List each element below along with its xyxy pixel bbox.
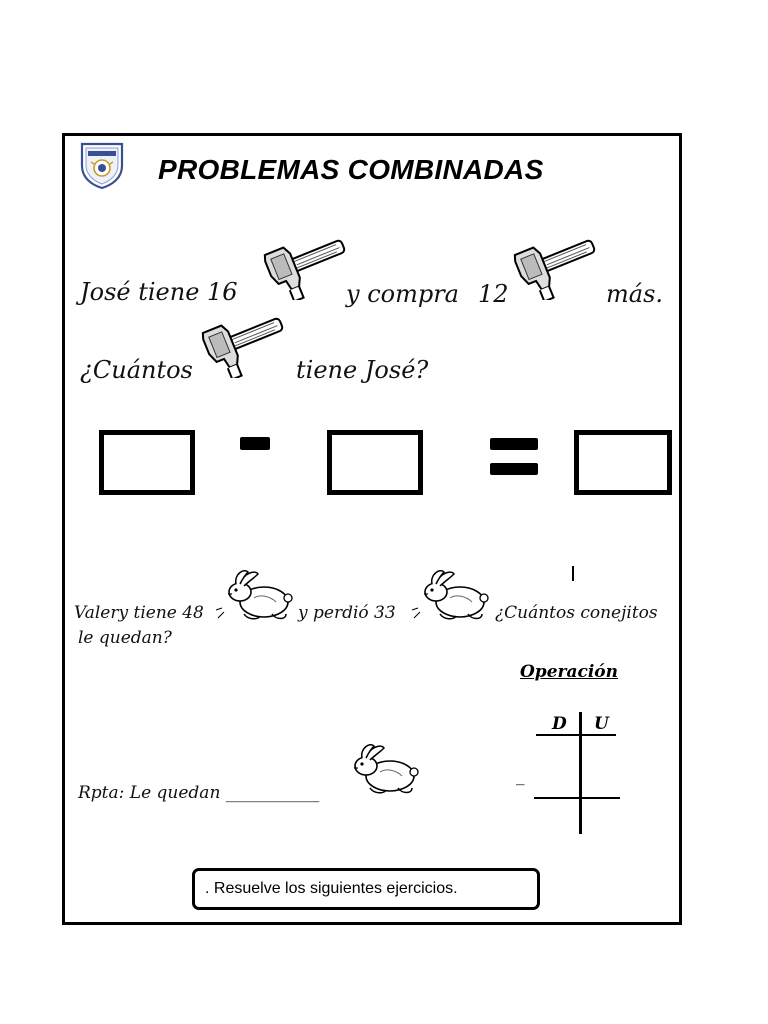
stray-mark (572, 566, 574, 581)
problem2-text-start: Valery tiene 48 (74, 603, 204, 623)
answer-box-2[interactable] (327, 430, 423, 495)
operation-minus: _ (516, 766, 525, 786)
hammer-icon (262, 234, 352, 300)
problem2-question-end: le quedan? (78, 628, 172, 648)
column-divider (579, 712, 582, 834)
school-crest-logo (78, 140, 126, 190)
problem1-text-start: José tiene 16 (80, 278, 238, 306)
problem1-question-start: ¿Cuántos (80, 356, 193, 384)
answer-label: Rpta: Le quedan ___________ (78, 783, 320, 803)
column-header-line (536, 734, 616, 736)
problem1-question-end: tiene José? (296, 356, 429, 384)
hammer-icon (512, 234, 602, 300)
column-units-label: U (594, 714, 609, 734)
hammer-icon (200, 312, 290, 378)
minus-sign (240, 437, 270, 450)
problem1-text-buys: y compra (346, 280, 459, 308)
problem2-question-start: ¿Cuántos conejitos (495, 603, 658, 623)
sum-line (534, 797, 620, 799)
rabbit-icon (340, 742, 422, 798)
page-title: PROBLEMAS COMBINADAS (158, 154, 544, 185)
answer-box-1[interactable] (99, 430, 195, 495)
rabbit-icon (410, 568, 492, 624)
problem1-number-12: 12 (478, 280, 509, 308)
problem2-text-lost: y perdió 33 (298, 603, 396, 623)
operation-title: Operación (520, 662, 618, 682)
column-tens-label: D (552, 714, 567, 734)
rabbit-icon (214, 568, 296, 624)
equals-sign-top (490, 438, 538, 450)
answer-box-3[interactable] (574, 430, 672, 495)
problem1-text-more: más. (606, 280, 664, 308)
instruction-box: . Resuelve los siguientes ejercicios. (192, 868, 540, 910)
equals-sign-bottom (490, 463, 538, 475)
